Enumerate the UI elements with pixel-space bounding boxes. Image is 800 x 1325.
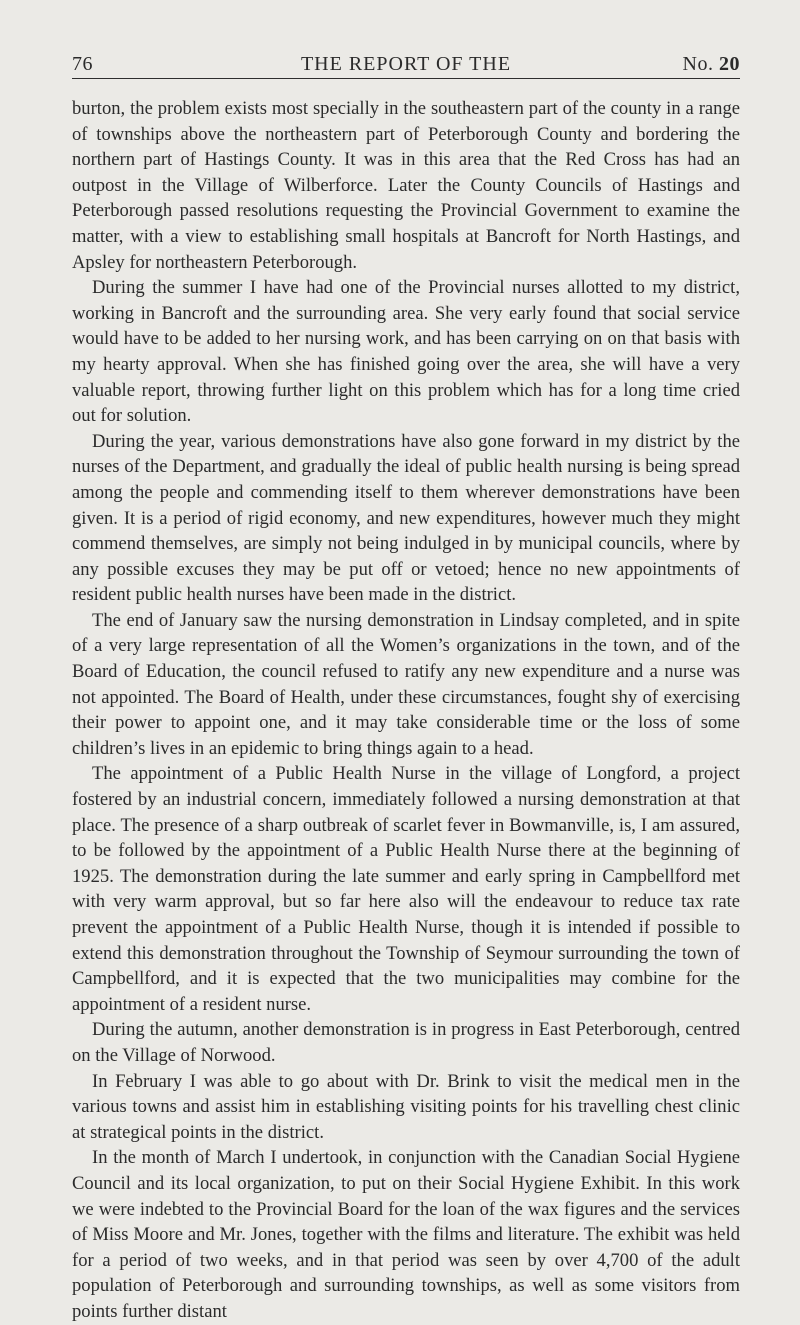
- paragraph-5: The appointment of a Public Health Nurse in the village of Longford, a project fostered by an industrial concern, immediately followed a nursing demonstration at that place. The presence of a sharp outbreak of scarlet fever in Bowmanville, is, I am assured, to be followed by the appointment of a Public Health Nurse there at the beginning of 1925. The demonstration during the late summer and early spring in Campbellford met with very warm approval, but so far here also will the endeavour to reduce tax rate prevent the appointment of a Public Health Nurse, though it is intended if possible to extend this demonstration throughout the Township of Seymour surrounding the town of Campbellford, and it is expected that the two municipalities may combine for the appointment of a resident nurse.: [72, 763, 740, 1015]
- report-number-label: No.: [682, 53, 714, 75]
- paragraph-7: In February I was able to go about with Dr. Brink to visit the medical men in the various towns and assist him in establishing visiting points for his travelling chest clinic at strategical points in the district.: [72, 1070, 740, 1143]
- paragraph-1: burton, the problem exists most specially in the southeastern part of the county in a range of townships above the northeastern part of Peterborough County and bordering the northern part of Hastings County. It was in this area that the Red Cross has had an outpost in the Village of Wilberforce. Later the County Councils of Hastings and Peterborough passed resolutions requesting the Provincial Government to examine the matter, with a view to establishing small hospitals at Bancroft for North Hastings, and Apsley for northeastern Peterborough.: [72, 98, 740, 273]
- body-text: [72, 96, 740, 1325]
- page-header: [72, 52, 740, 79]
- paragraph-3: During the year, various demonstrations have also gone forward in my district by the nurses of the Department, and gradually the ideal of public health nursing is being spread among the people and commending itself to them wherever demonstrations have been given. It is a period of rigid economy, and new expenditures, however much they might commend themselves, are simply not being indulged in by municipal councils, where by any possible excuses they may be put off or vetoed; hence no new appointments of resident public health nurses have been made in the district.: [72, 430, 740, 606]
- report-number-value: 20: [719, 53, 740, 75]
- paragraph-4: The end of January saw the nursing demonstration in Lindsay completed, and in spite of a very large representation of all the Women’s organizations in the town, and of the Board of Education, the council refused to ratify any new expenditure and a nurse was not appointed. The Board of Health, under these circumstances, fought shy of exercising their power to appoint one, and it may take considerable time or the loss of some children’s lives in an epidemic to bring things again to a head.: [72, 609, 740, 759]
- page-number: 76: [72, 53, 93, 75]
- paragraph-8: In the month of March I undertook, in conjunction with the Canadian Social Hygiene Council and its local organization, to put on their Social Hygiene Exhibit. In this work we were indebted to the Provincial Board for the loan of the wax figures and the services of Miss Moore and Mr. Jones, together with the films and literature. The exhibit was held for a period of two weeks, and in that period was seen by over 4,700 of the adult population of Peterborough and surrounding townships, as well as some visitors from points further distant: [72, 1147, 740, 1322]
- running-title: THE REPORT OF THE: [300, 53, 512, 75]
- report-number: [683, 52, 740, 76]
- paragraph-6: During the autumn, another demonstration is in progress in East Peterborough, centred on the Village of Norwood.: [72, 1019, 740, 1066]
- paragraph-2: During the summer I have had one of the Provincial nurses allotted to my district, working in Bancroft and the surrounding area. She very early found that social service would have to be added to her nursing work, and has been carrying on on that basis with my hearty approval. When she has finished going over the area, she will have a very valuable report, throwing further light on this problem which has for a long time cried out for solution.: [72, 277, 740, 427]
